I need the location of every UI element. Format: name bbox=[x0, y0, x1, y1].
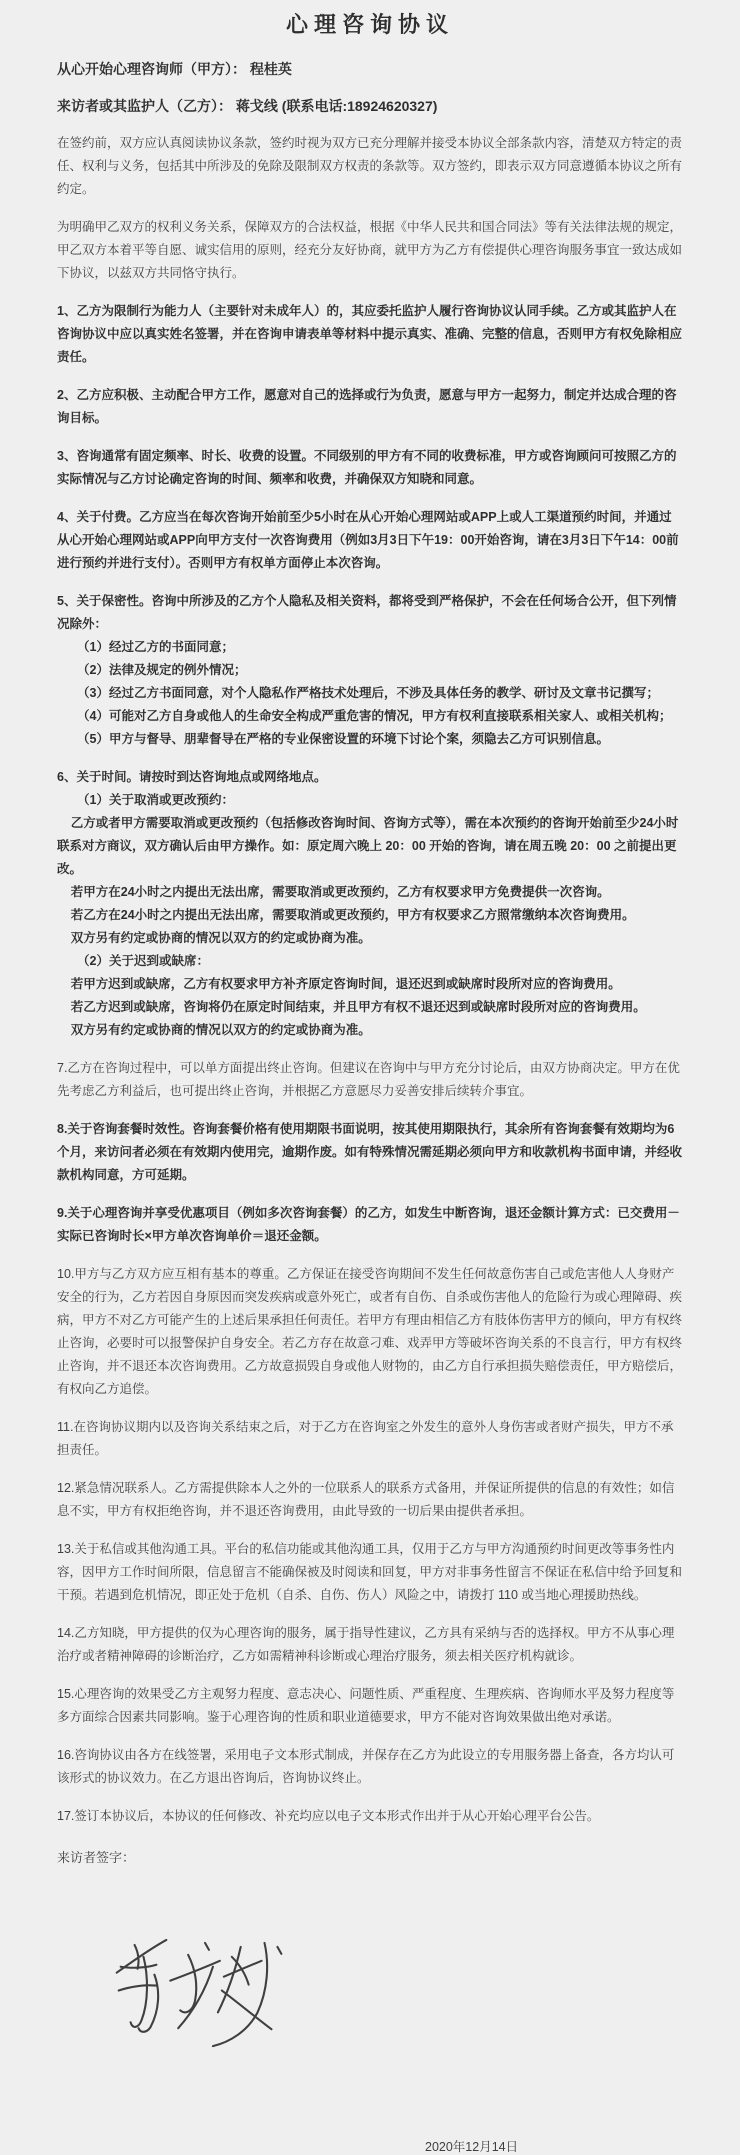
clause-line: （2）法律及规定的例外情况； bbox=[77, 663, 247, 677]
clause-paragraph bbox=[57, 590, 683, 751]
clause-paragraph bbox=[57, 216, 683, 285]
clause-line: 9.关于心理咨询并享受优惠项目（例如多次咨询套餐）的乙方，如发生中断咨询，退还金额计算方式：已交费用－实际已咨询时长×甲方单次咨询单价＝退还金额。 bbox=[57, 1206, 680, 1243]
clauses bbox=[57, 132, 683, 1828]
clause-line: 若乙方在24小时之内提出无法出席，需要取消或更改预约，甲方有权要求乙方照常缴纳本次咨询费用。 bbox=[70, 908, 635, 922]
clause-paragraph bbox=[57, 1416, 683, 1462]
clause-line: （4）可能对乙方自身或他人的生命安全构成严重危害的情况，甲方有权利直接联系相关家人、或相关机构； bbox=[77, 709, 672, 723]
clause-line: 8.关于咨询套餐时效性。咨询套餐价格有使用期限书面说明，按其使用期限执行，其余所有咨询套餐有效期均为6个月，来访问者必须在有效期内使用完，逾期作废。如有特殊情况需延期必须向甲方和收款机构书面申请，并经收款机构同意，方可延期。 bbox=[57, 1122, 683, 1182]
visitor-signature bbox=[109, 1933, 301, 2057]
clause-paragraph bbox=[57, 132, 683, 201]
clause-line: （1）关于取消或更改预约： bbox=[77, 793, 234, 807]
document-date: 2020年12月14日 bbox=[425, 2140, 519, 2154]
clause-paragraph bbox=[57, 300, 683, 369]
clause-line: 11.在咨询协议期内以及咨询关系结束之后，对于乙方在咨询室之外发生的意外人身伤害或者财产损失，甲方不承担责任。 bbox=[57, 1420, 674, 1457]
clause-line: 双方另有约定或协商的情况以双方的约定或协商为准。 bbox=[70, 931, 371, 945]
clause-line: 13.关于私信或其他沟通工具。平台的私信功能或其他沟通工具，仅用于乙方与甲方沟通预约时间更改等事务性内容，因甲方工作时间所限，信息留言不能确保被及时阅读和回复，甲方对非事务性留言不保证在私信中给予回复和干预。若遇到危机情况，即正处于危机（自杀、自伤、伤人）风险之中，请拨打 110 或当地心理援助热线。 bbox=[57, 1542, 683, 1602]
clause-line: 15.心理咨询的效果受乙方主观努力程度、意志决心、问题性质、严重程度、生理疾病、咨询师水平及努力程度等多方面综合因素共同影响。鉴于心理咨询的性质和职业道德要求，甲方不能对咨询效果做出绝对承诺。 bbox=[57, 1687, 675, 1724]
clause-line: 1、乙方为限制行为能力人（主要针对未成年人）的，其应委托监护人履行咨询协议认同手续。乙方或其监护人在咨询协议中应以真实姓名签署，并在咨询申请表单等材料中提示真实、准确、完整的信息，否则甲方有权免除相应责任。 bbox=[57, 304, 683, 364]
clause-paragraph bbox=[57, 1477, 683, 1523]
clause-line: （2）关于迟到或缺席： bbox=[77, 954, 209, 968]
clause-line: 在签约前，双方应认真阅读协议条款，签约时视为双方已充分理解并接受本协议全部条款内容，清楚双方特定的责任、权利与义务，包括其中所涉及的免除及限制双方权责的条款等。双方签约，即表示双方同意遵循本协议之所有约定。 bbox=[57, 136, 683, 196]
clause-line: 10.甲方与乙方双方应互相有基本的尊重。乙方保证在接受咨询期间不发生任何故意伤害自己或危害他人人身财产安全的行为，乙方若因自身原因而突发疾病或意外死亡，或者有自伤、自杀或伤害他人的危险行为或心理障碍、疾病，甲方不对乙方可能产生的上述后果承担任何责任。若甲方有理由相信乙方有肢体伤害甲方的倾向，甲方有权终止咨询，必要时可以报警保护自身安全。若乙方存在故意刁难、戏弄甲方等破坏咨询关系的不良言行，甲方有权终止咨询，并不退还本次咨询费用。乙方故意损毁自身或他人财物的，由乙方自行承担损失赔偿责任，甲方赔偿后，有权向乙方追偿。 bbox=[57, 1267, 683, 1396]
clause-line: 若乙方迟到或缺席，咨询将仍在原定时间结束，并且甲方有权不退还迟到或缺席时段所对应的咨询费用。 bbox=[70, 1000, 646, 1014]
clause-line: 4、关于付费。乙方应当在每次咨询开始前至少5小时在从心开始心理网站或APP上或人工渠道预约时间，并通过从心开始心理网站或APP向甲方支付一次咨询费用（例如3月3日下午19：00开始咨询，请在3月3日下午14：00前进行预约并进行支付）。否则甲方有权单方面停止本次咨询。 bbox=[57, 510, 679, 570]
clause-line: 16.咨询协议由各方在线签署，采用电子文本形式制成，并保存在乙方为此设立的专用服务器上备查，各方均认可该形式的协议效力。在乙方退出咨询后，咨询协议终止。 bbox=[57, 1748, 675, 1785]
clause-line: （5）甲方与督导、朋辈督导在严格的专业保密设置的环境下讨论个案，须隐去乙方可识别信息。 bbox=[77, 732, 609, 746]
clause-paragraph bbox=[57, 384, 683, 430]
page-title: 心理咨询协议 bbox=[285, 12, 454, 37]
clause-paragraph bbox=[57, 1683, 683, 1729]
clause-line: 3、咨询通常有固定频率、时长、收费的设置。不同级别的甲方有不同的收费标准，甲方或咨询顾问可按照乙方的实际情况与乙方讨论确定咨询的时间、频率和收费，并确保双方知晓和同意。 bbox=[57, 449, 677, 486]
clause-line: 乙方或者甲方需要取消或更改预约（包括修改咨询时间、咨询方式等），需在本次预约的咨询开始前至少24小时联系对方商议，双方确认后由甲方操作。如：原定周六晚上 20：00 开始的咨询，请在周五晚 20：00 之前提出更改。 bbox=[57, 816, 679, 876]
clause-line: 7.乙方在咨询过程中，可以单方面提出终止咨询。但建议在咨询中与甲方充分讨论后，由双方协商决定。甲方在优先考虑乙方利益后，也可提出终止咨询，并根据乙方意愿尽力妥善安排后续转介事宜。 bbox=[57, 1061, 680, 1098]
clause-line: 若甲方在24小时之内提出无法出席，需要取消或更改预约，乙方有权要求甲方免费提供一次咨询。 bbox=[70, 885, 610, 899]
clause-paragraph bbox=[57, 1263, 683, 1401]
clause-line: 12.紧急情况联系人。乙方需提供除本人之外的一位联系人的联系方式备用，并保证所提供的信息的有效性；如信息不实，甲方有权拒绝咨询，并不退还咨询费用，由此导致的一切后果由提供者承担。 bbox=[57, 1481, 675, 1518]
clause-line: 14.乙方知晓，甲方提供的仅为心理咨询的服务，属于指导性建议，乙方具有采纳与否的选择权。甲方不从事心理治疗或者精神障碍的诊断治疗，乙方如需精神科诊断或心理治疗服务，须去相关医疗机构就诊。 bbox=[57, 1626, 675, 1663]
clause-paragraph bbox=[57, 1538, 683, 1607]
clause-line: 5、关于保密性。咨询中所涉及的乙方个人隐私及相关资料，都将受到严格保护，不会在任何场合公开，但下列情况除外： bbox=[57, 594, 677, 631]
signature-drawing bbox=[109, 1933, 301, 2057]
clause-line: 双方另有约定或协商的情况以双方的约定或协商为准。 bbox=[70, 1023, 371, 1037]
clause-paragraph bbox=[57, 506, 683, 575]
clause-paragraph bbox=[57, 766, 683, 1042]
clause-line: （1）经过乙方的书面同意； bbox=[77, 640, 234, 654]
clause-line: 为明确甲乙双方的权利义务关系，保障双方的合法权益，根据《中华人民共和国合同法》等有关法律法规的规定，甲乙双方本着平等自愿、诚实信用的原则，经充分友好协商，就甲方为乙方有偿提供心理咨询服务事宜一致达成如下协议，以兹双方共同恪守执行。 bbox=[57, 220, 683, 280]
clause-paragraph bbox=[57, 1118, 683, 1187]
signature-label: 来访者签字： bbox=[57, 1850, 136, 1865]
clause-line: 6、关于时间。请按时到达咨询地点或网络地点。 bbox=[57, 770, 327, 784]
clause-paragraph bbox=[57, 1744, 683, 1790]
visitor-party-line: 来访者或其监护人（乙方）： 蒋戈线 (联系电话:18924620327) bbox=[57, 98, 438, 114]
clause-line: （3）经过乙方书面同意，对个人隐私作严格技术处理后，不涉及具体任务的教学、研讨及文章书记撰写； bbox=[77, 686, 659, 700]
counselor-party-line: 从心开始心理咨询师（甲方）： 程桂英 bbox=[57, 61, 292, 77]
clause-paragraph bbox=[57, 1805, 683, 1828]
clause-paragraph bbox=[57, 1057, 683, 1103]
clause-paragraph bbox=[57, 1202, 683, 1248]
clause-line: 若甲方迟到或缺席，乙方有权要求甲方补齐原定咨询时间，退还迟到或缺席时段所对应的咨询费用。 bbox=[70, 977, 621, 991]
clause-paragraph bbox=[57, 445, 683, 491]
clause-paragraph bbox=[57, 1622, 683, 1668]
clause-line: 2、乙方应积极、主动配合甲方工作，愿意对自己的选择或行为负责，愿意与甲方一起努力，制定并达成合理的咨询目标。 bbox=[57, 388, 677, 425]
clause-line: 17.签订本协议后，本协议的任何修改、补充均应以电子文本形式作出并于从心开始心理平台公告。 bbox=[57, 1809, 600, 1823]
